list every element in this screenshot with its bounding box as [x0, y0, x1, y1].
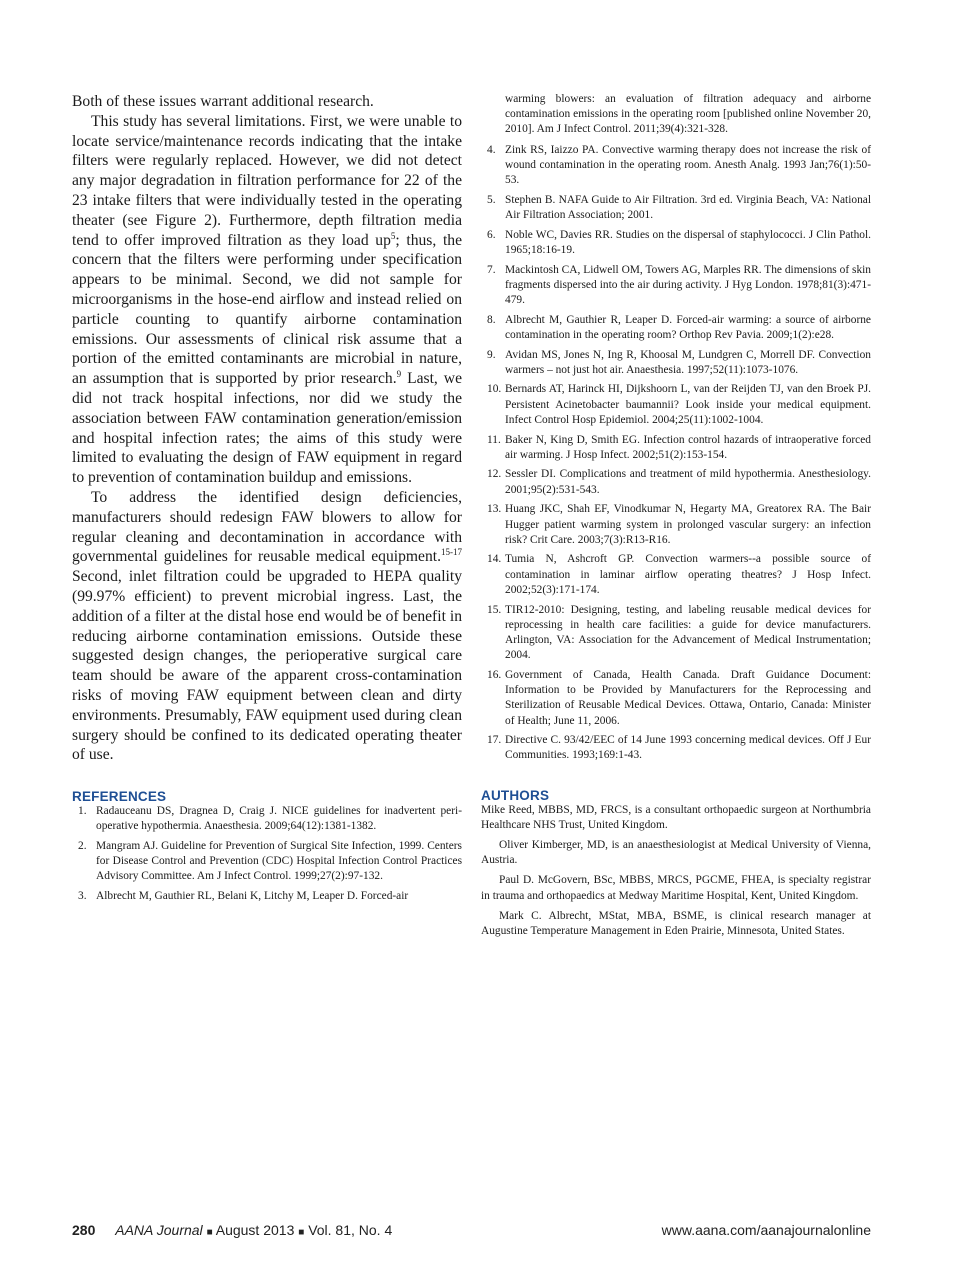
journal-url: www.aana.com/aanajournalonline: [661, 1222, 871, 1238]
citation-superscript: 5: [390, 230, 396, 241]
reference-continuation: warming blowers: an evaluation of filtration adequacy and airborne contamination emissions in the operating room [published online November 20, 2010]. Am J Infect Control. 2011;39(4):321-328.: [505, 93, 871, 136]
reference-item: [481, 668, 871, 729]
reference-item: [481, 313, 871, 343]
reference-item: [481, 603, 871, 664]
reference-number: 14.: [487, 553, 502, 566]
volume-issue: Vol. 81, No. 4: [308, 1222, 393, 1238]
reference-number: 9.: [487, 348, 496, 361]
reference-text: TIR12-2010: Designing, testing, and labeling reusable medical devices for reprocessing in health care facilities: a guide for device manufacturers. Arlington, VA: Association for the Advancement of Medical Instrumentation; 2004.: [505, 603, 871, 662]
author-bio: Mark C. Albrecht, MStat, MBA, BSME, is clinical research manager at Augustine Temperature Management in Eden Prairie, Minnesota, United States.: [481, 909, 871, 938]
reference-number: 2.: [78, 840, 87, 852]
left-column: [72, 92, 462, 909]
reference-item: [481, 502, 871, 548]
author-bio: Mike Reed, MBBS, MD, FRCS, is a consultant orthopaedic surgeon at Northumbria Healthcare NHS Trust, United Kingdom.: [481, 803, 871, 831]
reference-number: 3.: [78, 890, 87, 903]
paragraph-1: Both of these issues warrant additional research.: [72, 93, 374, 110]
reference-text: Avidan MS, Jones N, Ing R, Khoosal M, Lundgren C, Morrell DF. Convection warmers – not just hot air. Anaesthesia. 1997;52(11):1073-1076.: [505, 348, 871, 376]
reference-item: [481, 348, 871, 378]
reference-item: [72, 839, 462, 885]
separator-icon: ■: [206, 1227, 213, 1238]
reference-text: Noble WC, Davies RR. Studies on the dispersal of staphylococci. J Clin Pathol. 1965;18:16-19.: [505, 228, 871, 256]
author-bio: Oliver Kimberger, MD, is an anaesthesiologist at Medical University of Vienna, Austria.: [481, 839, 871, 867]
right-column: [481, 92, 871, 944]
reference-text: Stephen B. NAFA Guide to Air Filtration. 3rd ed. Virginia Beach, VA: National Air Filtration Association; 2001.: [505, 193, 871, 221]
journal-name: AANA Journal: [115, 1222, 203, 1238]
citation-superscript: 9: [396, 368, 402, 379]
reference-item: [481, 733, 871, 763]
reference-item: [481, 433, 871, 463]
reference-text: Bernards AT, Harinck HI, Dijkshoorn L, van der Reijden TJ, van den Broek PJ. Persistent Acinetobacter baumannii? Look inside your medical equipment. Infect Control Hosp Epidemiol. 2004;25(11):1002-1004.: [505, 383, 871, 426]
article-body: [72, 92, 462, 765]
reference-item: [481, 143, 871, 189]
reference-item: [481, 263, 871, 309]
author-bio: Paul D. McGovern, BSc, MBBS, MRCS, PGCME, FHEA, is specialty registrar in trauma and orthopaedics at Medway Maritime Hospital, Kent, United Kingdom.: [481, 874, 871, 902]
reference-number: 11.: [487, 433, 501, 446]
reference-item: [481, 228, 871, 258]
reference-number: 7.: [487, 263, 496, 276]
reference-text: Mangram AJ. Guideline for Prevention of Surgical Site Infection, 1999. Centers for Disease Control and Prevention (CDC) Hospital Infection Control Practices Advisory Committee. Am J Infect Control. 1999;27(2):97-132.: [96, 840, 462, 883]
authors-heading: AUTHORS: [481, 787, 550, 803]
paragraph-limitations: This study has several limitations. First, we were unable to locate service/maintenance records indicating that the intake filters were regularly replaced. However, we did not detect any major degradation in filtration performance for 22 of the 23 intake filters that were individually tested in the operating theater (see Figure 2). Furthermore, depth filtration media tend to offer improved filtration as they load $up^5$; thus, the concern that the filters were performing under specification appears to be minimal. Second, we did not sample for microorganisms in the hose-end airflow and instead relied on particle counting to quantify airborne contamination emissions. Our assessments of clinical risk assume that a portion of the emitted contaminants are microbial in nature, an assumption that is supported by prior research.$^9$ Last, we did not track hospital infections, nor did we study the association between FAW contamination generation/emission and hospital infection rates; the aims of this study were limited to evaluating the design of FAW equipment in regard to prevention of contamination buildup and emissions.: [72, 112, 462, 487]
reference-item: [72, 804, 462, 834]
references-list-right: [481, 143, 871, 764]
reference-number: 10.: [487, 383, 502, 396]
page-footer: [72, 1222, 871, 1238]
citation-superscript: 15-17: [441, 547, 462, 558]
references-list-left: [72, 804, 462, 904]
reference-number: 1.: [78, 805, 87, 818]
reference-text: Zink RS, Iaizzo PA. Convective warming therapy does not increase the risk of wound contamination in the operating room. Anesth Analg. 1993 Jan;76(1):50-53.: [505, 143, 871, 187]
reference-number: 16.: [487, 668, 502, 681]
reference-number: 5.: [487, 193, 496, 206]
reference-text: Huang JKC, Shah EF, Vinodkumar N, Hegarty MA, Greatorex RA. The Bair Hugger patient warming system in prolonged vascular surgery: an infection risk? Crit Care. 2003;7(3):R13-R16.: [505, 503, 871, 546]
reference-text: Albrecht M, Gauthier RL, Belani K, Litchy M, Leaper D. Forced-air: [96, 890, 409, 903]
page-number: 280: [72, 1222, 96, 1238]
reference-text: Sessler DI. Complications and treatment of mild hypothermia. Anesthesiology. 2001;95(2):531-543.: [505, 468, 871, 496]
references-heading: REFERENCES: [72, 789, 167, 805]
reference-number: 8.: [487, 313, 496, 326]
reference-item: [481, 552, 871, 598]
reference-number: 13.: [487, 503, 502, 516]
reference-number: 17.: [487, 734, 502, 747]
paragraph-recommendations: To address the identified design deficiencies, manufacturers should redesign FAW blowers to allow for regular cleaning and decontamination in accordance with governmental guidelines for reusable medical equipment.$^{15-17}$ Second, inlet filtration could be upgraded to HEPA quality (99.97% efficient) to prevent microbial ingress. Last, the addition of a filter at the distal hose end would be of benefit in reducing airborne contamination emissions. Outside these suggested design changes, the perioperative surgical care team should be aware of the apparent cross-contamination risks of moving FAW equipment between clean and dirty environments. Presumably, FAW equipment used during clean surgery should be confined to its dedicated operating theater of use.: [72, 488, 462, 764]
reference-text: Government of Canada, Health Canada. Draft Guidance Document: Information to be Provided by Manufacturers for the Reprocessing and Sterilization of Reusable Medical Devices. Ottawa, Ontario, Canada: Minister of Health; June 11, 2006.: [505, 668, 871, 727]
reference-text: Mackintosh CA, Lidwell OM, Towers AG, Marples RR. The dimensions of skin fragments dispersed into the air during activity. J Hyg London. 1978;81(3):471-479.: [505, 263, 871, 306]
reference-number: 15.: [487, 603, 502, 616]
reference-item: [481, 382, 871, 428]
reference-text: Tumia N, Ashcroft GP. Convection warmers--a possible source of contamination in laminar airflow operating theatres? J Hosp Infect. 2002;52(3):171-174.: [505, 553, 871, 596]
issue-date: August 2013: [215, 1222, 295, 1238]
reference-text: Albrecht M, Gauthier R, Leaper D. Forced-air warming: a source of airborne contamination in the operating room? Orthop Rev Pavia. 2009;1(2):e28.: [505, 313, 871, 341]
reference-number: 6.: [487, 228, 496, 241]
separator-icon: ■: [298, 1227, 305, 1238]
reference-item: [481, 467, 871, 497]
reference-number: 4.: [487, 143, 496, 156]
reference-item: [481, 193, 871, 223]
reference-number: 12.: [487, 468, 502, 481]
reference-text: Directive C. 93/42/EEC of 14 June 1993 concerning medical devices. Off J Eur Communities. 1993;169:1-43.: [505, 734, 871, 762]
reference-item: [72, 889, 462, 904]
reference-text: Baker N, King D, Smith EG. Infection control hazards of intraoperative forced air warming. J Hosp Infect. 2002;51(2):153-154.: [505, 433, 871, 461]
reference-text: Radauceanu DS, Dragnea D, Craig J. NICE guidelines for inadvertent peri-operative hypothermia. Anaesthesia. 2009;64(12):1381-1382.: [96, 805, 462, 833]
authors-list: [481, 803, 871, 940]
